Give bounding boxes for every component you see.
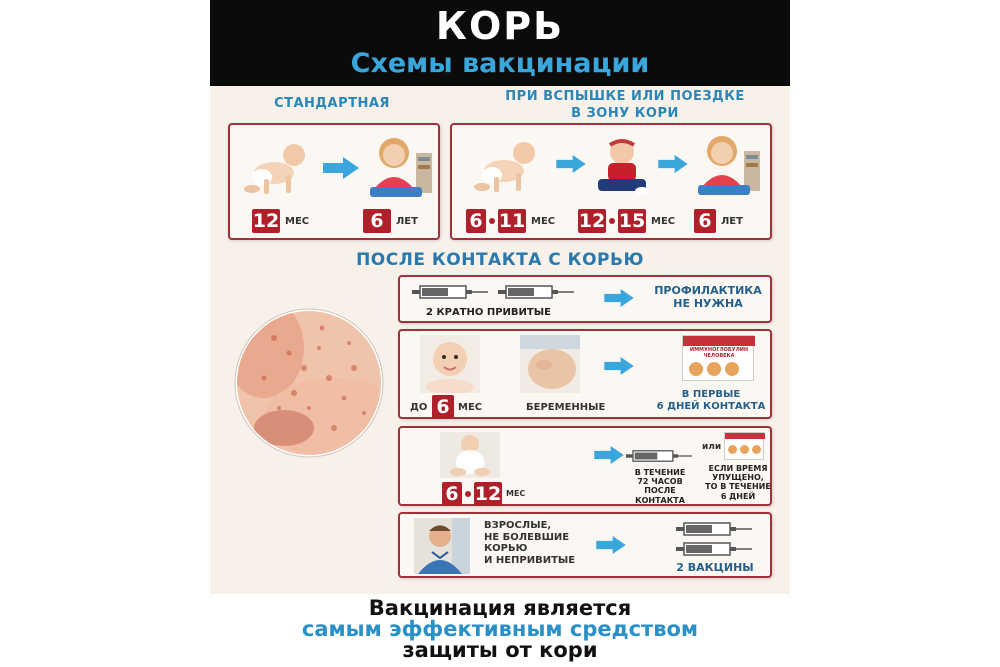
row4-line3: КОРЬЮ <box>484 543 528 554</box>
outbreak-age2-unit: МЕС <box>651 216 676 227</box>
box-dot <box>707 362 721 376</box>
row2-result-line2: 6 ДНЕЙ КОНТАКТА <box>656 400 766 412</box>
row4-label <box>484 520 575 566</box>
row3-left-text <box>618 468 702 505</box>
contact-row-6-12-months <box>398 426 772 506</box>
row2-result <box>650 389 772 412</box>
footer-line3: защиты от кори <box>402 638 598 662</box>
row3-left-line2: 72 ЧАСОВ <box>637 477 683 487</box>
contact-row-adults <box>398 512 772 578</box>
row1-result-line1: ПРОФИЛАКТИКА <box>654 284 762 297</box>
row2-prefix: ДО <box>410 402 428 413</box>
row4-result: 2 ВАКЦИНЫ <box>676 561 754 574</box>
footer <box>210 594 790 667</box>
row2-age-badge: 6 <box>432 395 454 419</box>
crawling-baby-illustration <box>244 141 314 197</box>
range-dot <box>489 218 495 224</box>
standard-label: СТАНДАРТНАЯ <box>274 96 390 111</box>
schoolgirl-illustration <box>364 131 436 203</box>
standard-age1-badge: 12 <box>252 210 280 232</box>
box-stripe <box>683 336 755 346</box>
row3-right-line3: ТО В ТЕЧЕНИЕ <box>705 482 771 492</box>
row1-result-line2: НЕ НУЖНА <box>673 296 743 310</box>
outbreak-panel <box>450 123 772 240</box>
box-dot <box>725 362 739 376</box>
row2-age-unit: МЕС <box>458 402 483 413</box>
row3-left-line3: ПОСЛЕ КОНТАКТА <box>635 486 685 505</box>
row3-left-line1: В ТЕЧЕНИЕ <box>634 468 686 477</box>
adult-man-photo <box>414 518 470 574</box>
outbreak-age1-unit: МЕС <box>531 216 556 227</box>
arrow-right-icon <box>604 357 634 375</box>
page-title: КОРЬ <box>435 4 565 48</box>
range-dot <box>609 218 615 224</box>
outbreak-age1-to-badge: 11 <box>498 210 526 232</box>
row2-pregnant-label: БЕРЕМЕННЫЕ <box>526 402 606 413</box>
poster <box>210 0 790 667</box>
row3-right-text <box>704 464 772 501</box>
outbreak-label <box>480 88 770 122</box>
row1-caption: 2 КРАТНО ПРИВИТЫЕ <box>426 307 551 318</box>
schoolgirl-illustration <box>692 129 764 201</box>
page-subtitle: Схемы вакцинации <box>350 48 650 79</box>
syringe-icon <box>412 283 488 301</box>
standard-age2-badge: 6 <box>363 209 391 233</box>
row3-right-line2: УПУЩЕНО, <box>712 473 764 483</box>
contact-row-vaccinated <box>398 275 772 323</box>
row3-right-line4: 6 ДНЕЙ <box>720 491 756 501</box>
arrow-right-icon <box>658 155 688 173</box>
row4-line1: ВЗРОСЛЫЕ, <box>484 520 552 531</box>
header-bar <box>210 0 790 86</box>
arrow-right-icon <box>556 155 586 173</box>
outbreak-age2-to-badge: 15 <box>618 210 646 232</box>
row4-line2: НЕ БОЛЕВШИЕ <box>484 531 570 543</box>
syringe-icon <box>676 540 752 558</box>
immunoglobulin-box-small <box>724 432 764 460</box>
arrow-right-icon <box>594 446 624 464</box>
outbreak-label-line2: В ЗОНУ КОРИ <box>571 106 679 121</box>
immunoglobulin-box <box>682 335 754 381</box>
crawling-baby-illustration <box>474 139 544 195</box>
standard-age1-unit: МЕС <box>285 216 310 227</box>
syringe-icon <box>498 283 574 301</box>
box-dot <box>728 445 737 454</box>
row2-result-line1: В ПЕРВЫЕ <box>681 389 741 400</box>
pregnant-belly-photo <box>520 335 580 393</box>
toddler-illustration <box>590 137 654 197</box>
contact-row-infants-pregnant <box>398 329 772 419</box>
syringe-icon <box>676 520 752 538</box>
row1-result <box>652 285 764 310</box>
baby-sitting-photo <box>440 432 500 478</box>
infant-photo <box>420 335 480 393</box>
box-label: ИММУНОГЛОБУЛИН ЧЕЛОВЕКА <box>689 347 749 359</box>
measles-rash-photo <box>234 308 384 458</box>
row3-age-from-badge: 6 <box>442 482 462 506</box>
footer-line1: Вакцинация является <box>368 596 632 620</box>
footer-line2: самым эффективным средством <box>301 617 699 641</box>
row3-age-to-badge: 12 <box>474 483 502 505</box>
row3-right-line1: ЕСЛИ ВРЕМЯ <box>708 464 768 473</box>
arrow-right-icon <box>596 536 626 554</box>
standard-age2-unit: ЛЕТ <box>396 216 418 227</box>
box-dot <box>689 362 703 376</box>
outbreak-age3-badge: 6 <box>694 209 716 233</box>
outbreak-label-line1: ПРИ ВСПЫШКЕ ИЛИ ПОЕЗДКЕ <box>505 89 745 104</box>
box-dot <box>740 445 749 454</box>
arrow-right-icon <box>323 157 359 179</box>
syringe-icon <box>626 448 692 464</box>
outbreak-age2-from-badge: 12 <box>578 210 606 232</box>
row3-age-unit: МЕС <box>506 489 526 498</box>
box-dot <box>752 445 761 454</box>
box-stripe <box>725 433 765 439</box>
outbreak-age3-unit: ЛЕТ <box>721 216 743 227</box>
arrow-right-icon <box>604 289 634 307</box>
range-dot <box>465 491 471 497</box>
row4-line4: И НЕПРИВИТЫЕ <box>484 554 576 566</box>
outbreak-age1-from-badge: 6 <box>466 209 486 233</box>
after-contact-label: ПОСЛЕ КОНТАКТА С КОРЬЮ <box>356 250 644 270</box>
standard-panel <box>228 123 440 240</box>
or-label: или <box>702 442 722 452</box>
